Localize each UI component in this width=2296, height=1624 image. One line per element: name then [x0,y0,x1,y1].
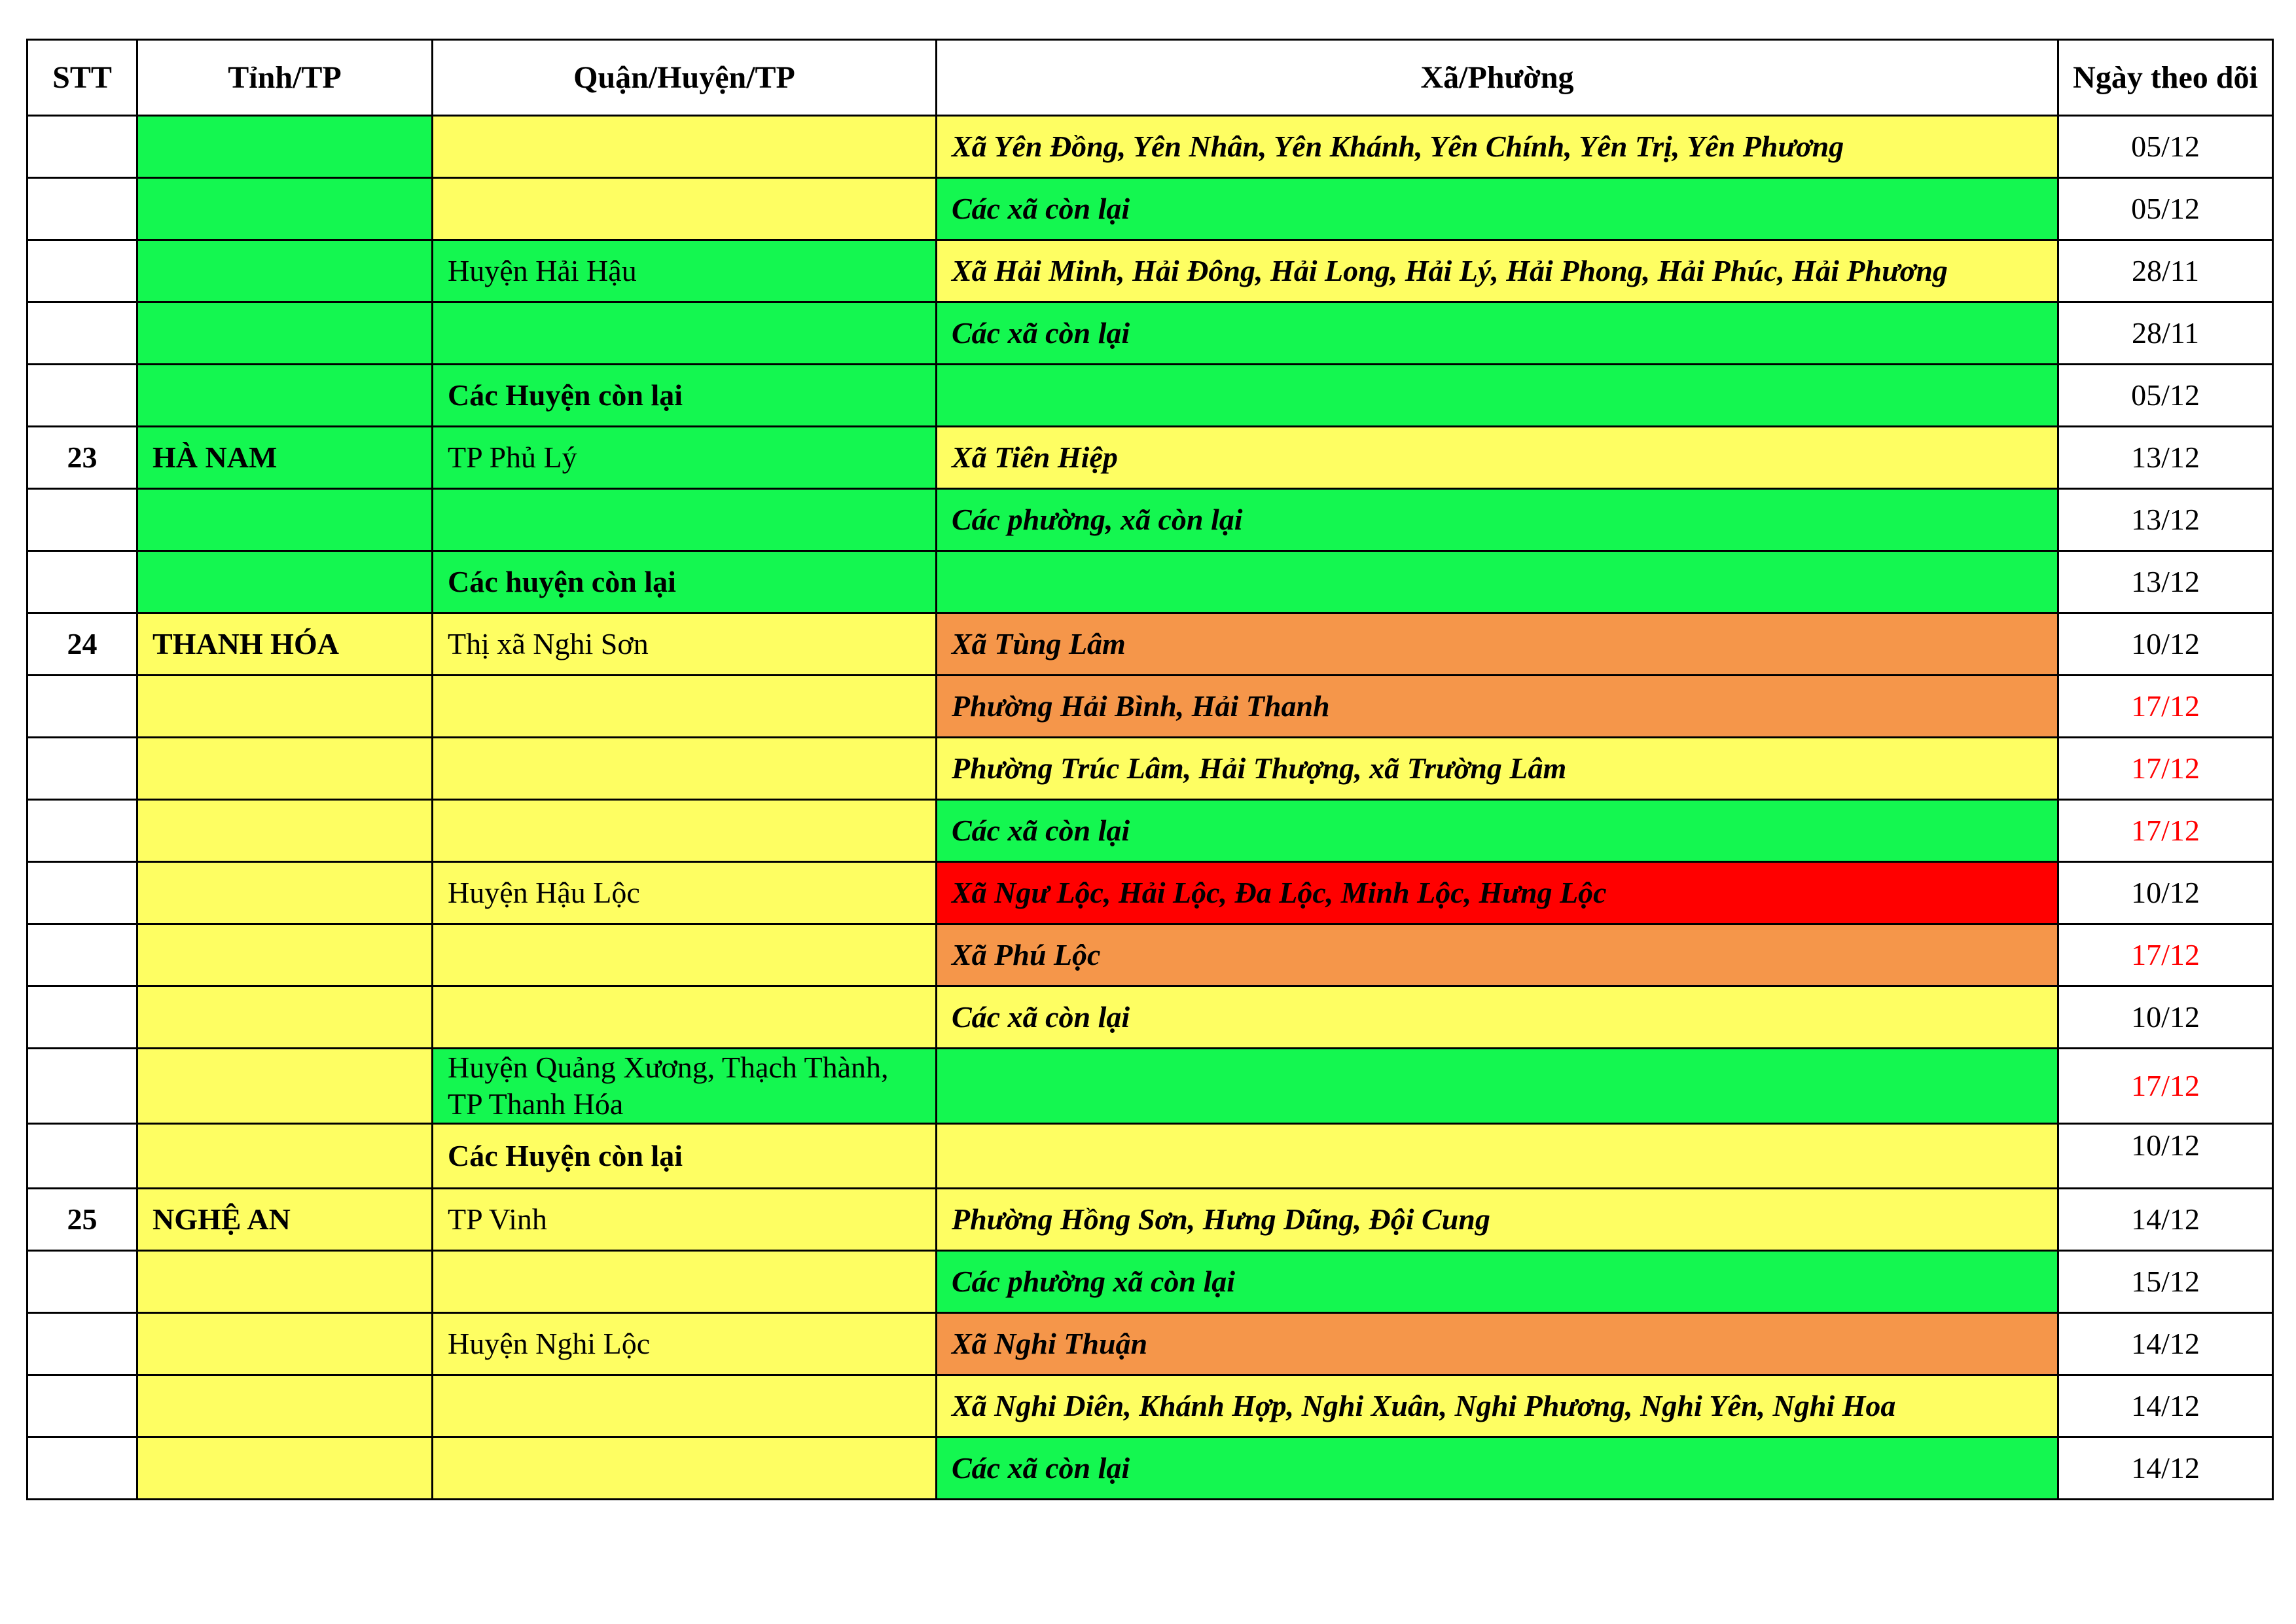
district-cell [433,489,937,551]
date-cell: 14/12 [2058,1437,2273,1500]
header-row [27,40,2273,116]
stt-cell [27,1437,137,1500]
table-row [27,800,2273,862]
stt-cell: 24 [27,613,137,676]
date-cell: 05/12 [2058,178,2273,240]
table-row [27,365,2273,427]
stt-cell [27,365,137,427]
ward-cell: Phường Hồng Sơn, Hưng Dũng, Đội Cung [937,1189,2058,1251]
district-cell [433,116,937,178]
stt-cell [27,1375,137,1437]
date-cell: 13/12 [2058,427,2273,489]
district-cell: TP Phủ Lý [433,427,937,489]
date-cell: 14/12 [2058,1375,2273,1437]
table-row [27,427,2273,489]
stt-cell [27,676,137,738]
table-row [27,1189,2273,1251]
province-cell [137,240,433,302]
district-cell [433,986,937,1049]
stt-cell [27,924,137,986]
header-ward: Xã/Phường [937,40,2058,116]
ward-cell [937,1049,2058,1124]
table-row [27,1437,2273,1500]
ward-cell: Các phường xã còn lại [937,1251,2058,1313]
stt-cell: 25 [27,1189,137,1251]
date-cell: 05/12 [2058,365,2273,427]
ward-cell [937,1124,2058,1189]
ward-cell: Phường Trúc Lâm, Hải Thượng, xã Trường Lâm [937,738,2058,800]
province-cell [137,862,433,924]
province-cell [137,924,433,986]
province-cell [137,178,433,240]
ward-cell: Các xã còn lại [937,1437,2058,1500]
province-cell [137,1313,433,1375]
ward-cell: Xã Phú Lộc [937,924,2058,986]
date-cell: 14/12 [2058,1189,2273,1251]
header-district: Quận/Huyện/TP [433,40,937,116]
province-cell [137,489,433,551]
table-row [27,489,2273,551]
table-row [27,178,2273,240]
district-cell: Thị xã Nghi Sơn [433,613,937,676]
province-cell: NGHỆ AN [137,1189,433,1251]
district-cell: TP Vinh [433,1189,937,1251]
district-cell [433,738,937,800]
district-cell: Huyện Nghi Lộc [433,1313,937,1375]
district-cell [433,800,937,862]
table-row [27,986,2273,1049]
province-cell [137,116,433,178]
date-cell: 10/12 [2058,986,2273,1049]
table-row [27,1375,2273,1437]
stt-cell [27,800,137,862]
table-row [27,1124,2273,1189]
table-row [27,1313,2273,1375]
ward-cell: Các xã còn lại [937,800,2058,862]
date-cell: 17/12 [2058,924,2273,986]
province-cell: THANH HÓA [137,613,433,676]
district-cell: Huyện Quảng Xương, Thạch Thành, TP Thanh Hóa [433,1049,937,1124]
district-cell [433,1437,937,1500]
stt-cell [27,302,137,365]
province-cell [137,738,433,800]
district-cell [433,178,937,240]
stt-cell [27,1049,137,1124]
district-cell [433,676,937,738]
date-cell: 17/12 [2058,676,2273,738]
ward-cell: Xã Hải Minh, Hải Đông, Hải Long, Hải Lý, Hải Phong, Hải Phúc, Hải Phương [937,240,2058,302]
ward-cell: Các xã còn lại [937,178,2058,240]
ward-cell: Các phường, xã còn lại [937,489,2058,551]
ward-cell: Xã Tùng Lâm [937,613,2058,676]
province-cell [137,800,433,862]
date-cell: 28/11 [2058,302,2273,365]
table-row [27,551,2273,613]
ward-cell: Các xã còn lại [937,986,2058,1049]
district-cell [433,1251,937,1313]
district-cell: Các Huyện còn lại [433,365,937,427]
stt-cell [27,986,137,1049]
stt-cell [27,116,137,178]
ward-cell: Xã Nghi Thuận [937,1313,2058,1375]
ward-cell: Phường Hải Bình, Hải Thanh [937,676,2058,738]
date-cell: 17/12 [2058,800,2273,862]
district-cell: Huyện Hậu Lộc [433,862,937,924]
date-cell: 10/12 [2058,613,2273,676]
date-cell: 17/12 [2058,738,2273,800]
district-cell: Các Huyện còn lại [433,1124,937,1189]
covid-level-table [26,39,2274,1500]
table-row [27,613,2273,676]
province-cell: HÀ NAM [137,427,433,489]
province-cell [137,1437,433,1500]
ward-cell: Xã Yên Đồng, Yên Nhân, Yên Khánh, Yên Chính, Yên Trị, Yên Phương [937,116,2058,178]
stt-cell [27,1251,137,1313]
date-cell: 17/12 [2058,1049,2273,1124]
date-cell: 13/12 [2058,489,2273,551]
table-row [27,240,2273,302]
province-cell [137,1124,433,1189]
ward-cell: Xã Ngư Lộc, Hải Lộc, Đa Lộc, Minh Lộc, Hưng Lộc [937,862,2058,924]
district-cell: Huyện Hải Hậu [433,240,937,302]
table-row [27,1251,2273,1313]
date-cell: 10/12 [2058,1124,2273,1189]
date-cell: 10/12 [2058,862,2273,924]
province-cell [137,302,433,365]
province-cell [137,365,433,427]
province-cell [137,1049,433,1124]
stt-cell: 23 [27,427,137,489]
stt-cell [27,1313,137,1375]
header-province: Tỉnh/TP [137,40,433,116]
ward-cell [937,551,2058,613]
district-cell [433,924,937,986]
table-row [27,676,2273,738]
ward-cell: Xã Tiên Hiệp [937,427,2058,489]
province-cell [137,1375,433,1437]
table-row [27,116,2273,178]
stt-cell [27,551,137,613]
district-cell [433,1375,937,1437]
stt-cell [27,862,137,924]
ward-cell: Xã Nghi Diên, Khánh Hợp, Nghi Xuân, Nghi Phương, Nghi Yên, Nghi Hoa [937,1375,2058,1437]
stt-cell [27,240,137,302]
date-cell: 13/12 [2058,551,2273,613]
header-date: Ngày theo dõi [2058,40,2273,116]
date-cell: 15/12 [2058,1251,2273,1313]
district-cell [433,302,937,365]
header-stt: STT [27,40,137,116]
stt-cell [27,489,137,551]
ward-cell [937,365,2058,427]
date-cell: 28/11 [2058,240,2273,302]
province-cell [137,551,433,613]
stt-cell [27,178,137,240]
table-row [27,738,2273,800]
province-cell [137,1251,433,1313]
ward-cell: Các xã còn lại [937,302,2058,365]
table-row [27,924,2273,986]
table-row [27,302,2273,365]
province-cell [137,986,433,1049]
date-cell: 05/12 [2058,116,2273,178]
province-cell [137,676,433,738]
stt-cell [27,738,137,800]
date-cell: 14/12 [2058,1313,2273,1375]
table-row [27,862,2273,924]
district-cell: Các huyện còn lại [433,551,937,613]
table-row [27,1049,2273,1124]
stt-cell [27,1124,137,1189]
